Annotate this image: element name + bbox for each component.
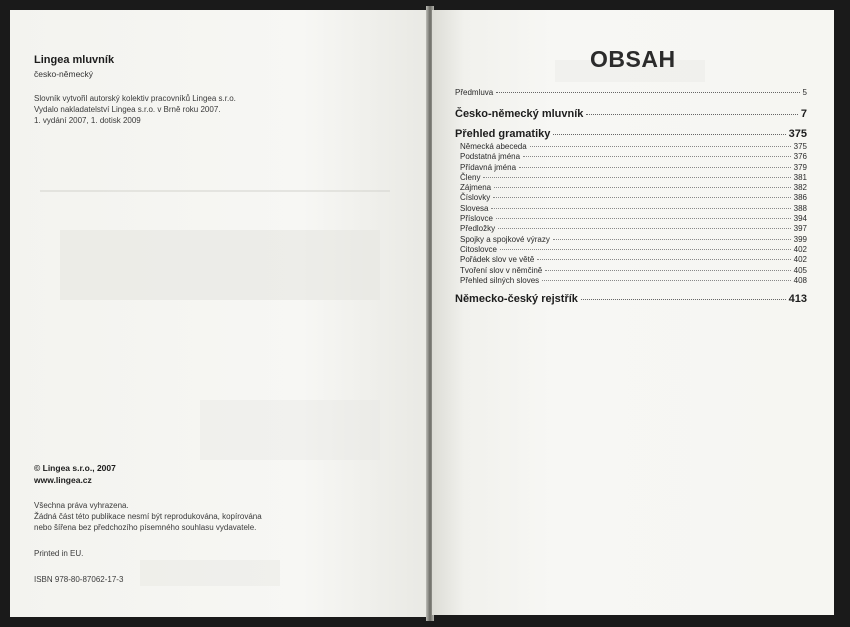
toc-entry-page: 388: [793, 203, 807, 213]
toc-subentry[interactable]: [455, 255, 807, 265]
publication-credits: [34, 93, 236, 126]
toc-leader-dots: [542, 280, 790, 281]
toc-leader-dots: [530, 146, 791, 147]
toc-subentry[interactable]: [455, 183, 807, 193]
toc-entry-title: Slovesa: [460, 203, 489, 213]
toc-leader-dots: [498, 228, 791, 229]
toc-entry-title: Podstatná jména: [460, 152, 521, 162]
toc-leader-dots: [581, 299, 786, 300]
toc-leader-dots: [545, 270, 790, 271]
toc-entry-page: 381: [793, 172, 807, 182]
toc-entry-preface[interactable]: [455, 88, 807, 98]
toc-entry-page: 375: [793, 142, 807, 151]
contents-heading: OBSAH: [590, 46, 676, 72]
toc-leader-dots: [586, 114, 797, 115]
toc-entry-section[interactable]: [455, 108, 807, 123]
toc-entry-page: 5: [802, 88, 807, 97]
toc-leader-dots: [491, 208, 790, 209]
table-of-contents: [455, 88, 807, 308]
toc-leader-dots: [496, 218, 791, 219]
toc-entry-page: 376: [793, 152, 807, 162]
toc-entry-page: 382: [793, 183, 807, 193]
credits-line: 1. vydání 2007, 1. dotisk 2009: [34, 116, 141, 125]
toc-leader-dots: [496, 92, 799, 93]
credits-line: Vydalo nakladatelství Lingea s.r.o. v Brně roku 2007.: [34, 105, 221, 114]
toc-entry-page: 397: [793, 224, 807, 234]
toc-subsection-list: [455, 142, 807, 286]
toc-subentry[interactable]: [455, 235, 807, 245]
rights-notice: [34, 500, 262, 533]
toc-entry-page: 379: [793, 162, 807, 172]
toc-leader-dots: [537, 259, 790, 260]
book-title: Lingea mluvník: [34, 54, 115, 66]
toc-subentry[interactable]: [455, 266, 807, 276]
isbn: ISBN 978-80-87062-17-3: [34, 575, 124, 584]
toc-entry-title: Příslovce: [460, 214, 493, 224]
printed-in: Printed in EU.: [34, 549, 84, 558]
toc-subentry[interactable]: [455, 142, 807, 152]
toc-subentry[interactable]: [455, 245, 807, 255]
toc-entry-page: 402: [793, 255, 807, 265]
toc-entry-section[interactable]: [455, 128, 807, 142]
toc-entry-title: Přehled gramatiky: [455, 128, 551, 140]
toc-entry-page: 375: [788, 128, 807, 140]
toc-leader-dots: [493, 197, 790, 198]
toc-subentry[interactable]: [455, 204, 807, 214]
toc-entry-title: Německo-český rejstřík: [455, 293, 578, 306]
toc-subentry[interactable]: [455, 193, 807, 203]
copyright-block: [34, 462, 116, 486]
toc-entry-page: 408: [793, 275, 807, 285]
toc-entry-title: Přehled silných sloves: [460, 275, 540, 285]
toc-entry-section[interactable]: [455, 293, 807, 308]
toc-entry-page: 7: [800, 108, 807, 120]
show-through-block: [60, 230, 380, 300]
toc-entry-page: 399: [793, 234, 807, 244]
toc-subentry[interactable]: [455, 152, 807, 162]
website-link[interactable]: www.lingea.cz: [34, 475, 92, 485]
rights-line: Žádná část této publikace nesmí být reprodukována, kopírována: [34, 512, 262, 521]
toc-entry-page: 405: [793, 265, 807, 275]
toc-entry-title: Číslovky: [460, 193, 491, 203]
rights-line: Všechna práva vyhrazena.: [34, 501, 129, 510]
toc-entry-title: Zájmena: [460, 183, 492, 193]
show-through-block: [140, 560, 280, 586]
rights-line: nebo šířena bez předchozího písemného souhlasu vydavatele.: [34, 523, 257, 532]
toc-entry-title: Spojky a spojkové výrazy: [460, 234, 550, 244]
toc-leader-dots: [519, 167, 791, 168]
toc-leader-dots: [523, 156, 791, 157]
toc-entry-title: Členy: [460, 172, 481, 182]
book-subtitle: česko-německý: [34, 69, 94, 79]
toc-entry-title: Tvoření slov v němčině: [460, 265, 543, 275]
toc-subentry[interactable]: [455, 163, 807, 173]
toc-entry-page: 402: [793, 244, 807, 254]
toc-entry-title: Pořádek slov ve větě: [460, 255, 535, 265]
toc-entry-title: Citoslovce: [460, 244, 497, 254]
show-through-block: [200, 400, 380, 460]
toc-entry-page: 394: [793, 214, 807, 224]
toc-entry-title: Přídavná jména: [460, 162, 517, 172]
toc-entry-title: Česko-německý mluvník: [455, 108, 584, 120]
toc-leader-dots: [553, 134, 785, 135]
toc-subentry[interactable]: [455, 214, 807, 224]
toc-entry-title: Německá abeceda: [460, 142, 527, 151]
copyright-notice: © Lingea s.r.o., 2007: [34, 463, 116, 473]
toc-subentry[interactable]: [455, 224, 807, 234]
toc-leader-dots: [494, 187, 791, 188]
toc-leader-dots: [553, 239, 791, 240]
toc-subentry[interactable]: [455, 173, 807, 183]
toc-entry-title: Předložky: [460, 224, 496, 234]
toc-entry-page: 413: [788, 293, 807, 306]
credits-line: Slovník vytvořil autorský kolektiv pracovníků Lingea s.r.o.: [34, 94, 236, 103]
toc-entry-title: Předmluva: [455, 88, 494, 97]
toc-entry-page: 386: [793, 193, 807, 203]
toc-leader-dots: [500, 249, 791, 250]
toc-subentry[interactable]: [455, 276, 807, 286]
toc-leader-dots: [483, 177, 790, 178]
